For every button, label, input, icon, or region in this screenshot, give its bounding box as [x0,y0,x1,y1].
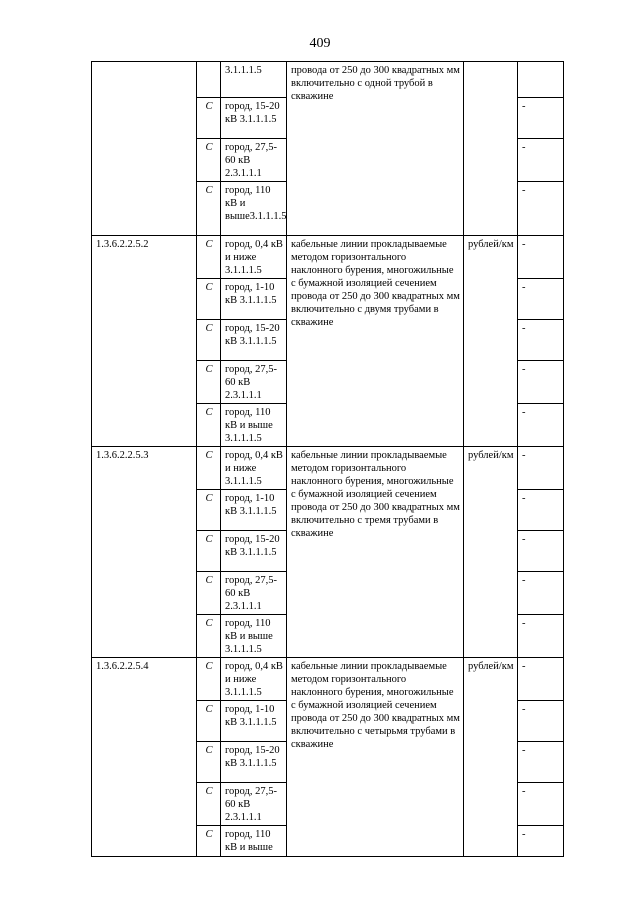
row-value-cell: - [518,361,564,404]
table-row [92,62,564,98]
row-type-cell: С [197,615,221,658]
row-location-cell: город, 27,5-60 кВ 2.3.1.1.1 [221,139,287,182]
row-value-cell: - [518,783,564,826]
row-type-cell: С [197,320,221,361]
row-location-cell: город, 15-20 кВ 3.1.1.1.5 [221,320,287,361]
row-type-cell: С [197,658,221,701]
tariff-table [91,61,564,857]
row-location-cell: город, 110 кВ и выше [221,826,287,857]
row-type-cell: С [197,490,221,531]
row-type-cell: С [197,572,221,615]
row-location-cell: 3.1.1.1.5 [221,62,287,98]
row-type-cell [197,62,221,98]
row-location-cell: город, 1-10 кВ 3.1.1.1.5 [221,701,287,742]
row-description-cell: кабельные линии прокладываемые методом горизонтального наклонного бурения, многожильные с бумажной изоляцией сечением провода от 250 до 300 квадратных мм включительно с четырьмя трубами в скважине [287,658,464,857]
row-location-cell: город, 110 кВ и выше 3.1.1.1.5 [221,404,287,447]
row-location-cell: город, 0,4 кВ и ниже 3.1.1.1.5 [221,658,287,701]
row-value-cell: - [518,615,564,658]
row-value-cell: - [518,320,564,361]
row-value-cell: - [518,279,564,320]
row-unit-cell [464,62,518,236]
row-value-cell: - [518,826,564,857]
row-value-cell: - [518,447,564,490]
row-type-cell: С [197,447,221,490]
row-location-cell: город, 0,4 кВ и ниже 3.1.1.1.5 [221,236,287,279]
row-code-cell: 1.3.6.2.2.5.2 [92,236,197,447]
row-unit-cell: рублей/км [464,236,518,447]
row-location-cell: город, 110 кВ и выше 3.1.1.1.5 [221,615,287,658]
row-type-cell: С [197,404,221,447]
row-location-cell: город, 27,5-60 кВ 2.3.1.1.1 [221,783,287,826]
row-code-cell [92,62,197,236]
row-type-cell: С [197,236,221,279]
row-code-cell: 1.3.6.2.2.5.3 [92,447,197,658]
row-value-cell [518,62,564,98]
row-value-cell: - [518,701,564,742]
row-unit-cell: рублей/км [464,447,518,658]
row-location-cell: город, 15-20 кВ 3.1.1.1.5 [221,742,287,783]
row-description-cell: провода от 250 до 300 квадратных мм включительно с одной трубой в скважине [287,62,464,236]
row-location-cell: город, 27,5-60 кВ 2.3.1.1.1 [221,361,287,404]
row-value-cell: - [518,404,564,447]
page-number: 409 [309,36,331,51]
row-value-cell: - [518,490,564,531]
row-location-cell: город, 15-20 кВ 3.1.1.1.5 [221,98,287,139]
row-type-cell: С [197,279,221,320]
row-type-cell: С [197,361,221,404]
row-type-cell: С [197,531,221,572]
row-type-cell: С [197,139,221,182]
table-row [92,658,564,701]
row-type-cell: С [197,742,221,783]
row-value-cell: - [518,98,564,139]
row-value-cell: - [518,236,564,279]
row-location-cell: город, 0,4 кВ и ниже 3.1.1.1.5 [221,447,287,490]
row-type-cell: С [197,826,221,857]
row-type-cell: С [197,701,221,742]
row-unit-cell: рублей/км [464,658,518,857]
row-value-cell: - [518,658,564,701]
row-value-cell: - [518,531,564,572]
row-type-cell: С [197,783,221,826]
row-type-cell: С [197,182,221,236]
row-type-cell: С [197,98,221,139]
row-location-cell: город, 15-20 кВ 3.1.1.1.5 [221,531,287,572]
row-location-cell: город, 27,5-60 кВ 2.3.1.1.1 [221,572,287,615]
row-location-cell: город, 110 кВ и выше3.1.1.1.5 [221,182,287,236]
row-description-cell: кабельные линии прокладываемые методом горизонтального наклонного бурения, многожильные с бумажной изоляцией сечением провода от 250 до 300 квадратных мм включительно с тремя трубами в скважине [287,447,464,658]
row-value-cell: - [518,182,564,236]
row-location-cell: город, 1-10 кВ 3.1.1.1.5 [221,279,287,320]
row-value-cell: - [518,572,564,615]
row-value-cell: - [518,139,564,182]
table-row [92,236,564,279]
row-location-cell: город, 1-10 кВ 3.1.1.1.5 [221,490,287,531]
table-row [92,447,564,490]
row-code-cell: 1.3.6.2.2.5.4 [92,658,197,857]
row-value-cell: - [518,742,564,783]
row-description-cell: кабельные линии прокладываемые методом горизонтального наклонного бурения, многожильные с бумажной изоляцией сечением провода от 250 до 300 квадратных мм включительно с двумя трубами в скважине [287,236,464,447]
